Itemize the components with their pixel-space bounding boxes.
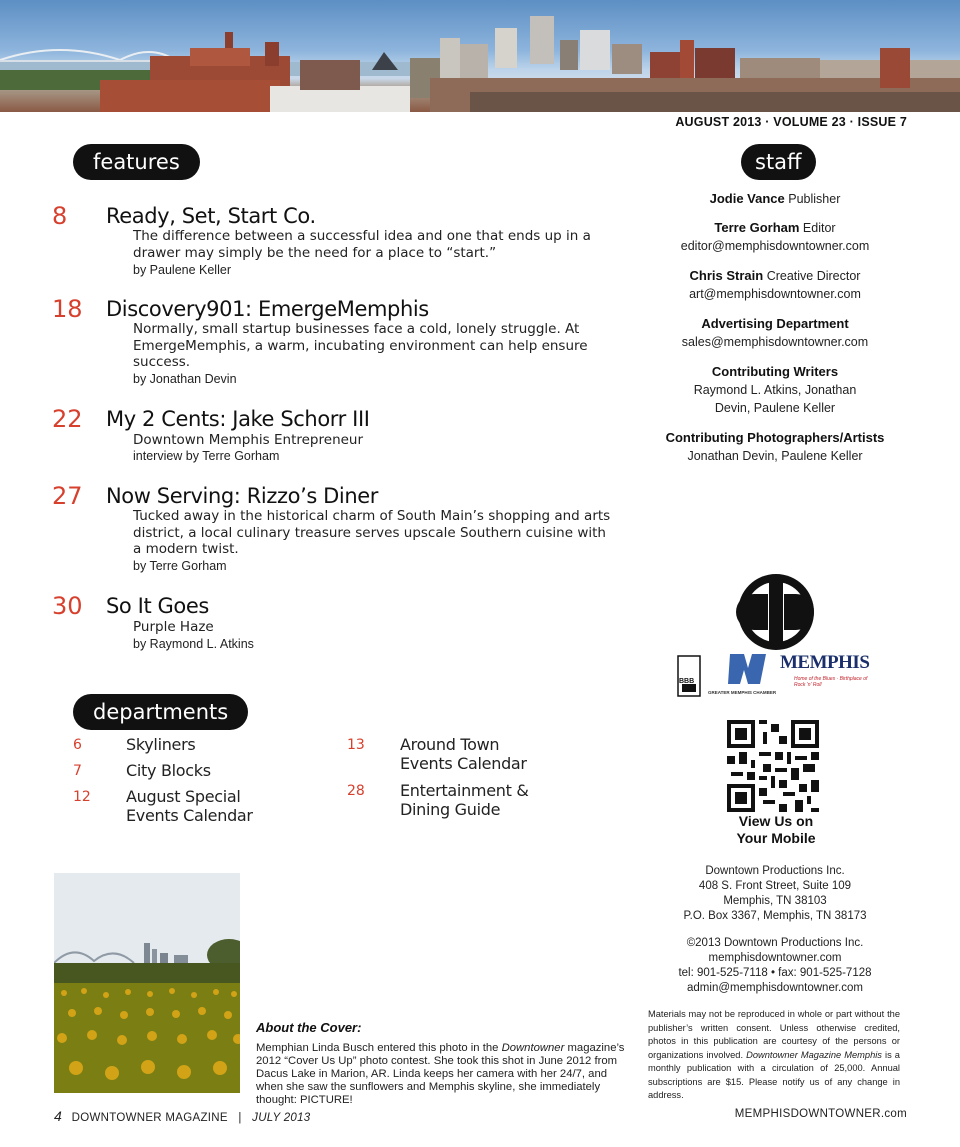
company-name: Downtown Productions Inc. xyxy=(705,865,845,877)
staff-entry xyxy=(640,219,910,255)
website-link[interactable]: memphisdowntowner.com xyxy=(708,952,842,964)
mobile-line-2: Your Mobile xyxy=(736,830,816,846)
about-cover-heading: About the Cover: xyxy=(256,1020,362,1035)
feature-title: Discovery901: EmergeMemphis xyxy=(106,297,429,321)
city-address: Memphis, TN 38103 xyxy=(723,895,827,907)
department-item[interactable] xyxy=(347,735,547,775)
chamber-logo: GREATER MEMPHIS CHAMBER xyxy=(708,690,777,695)
footer-separator: | xyxy=(238,1112,242,1124)
feature-description: The difference between a successful idea and one that ends up in a drawer may simply be the need for a place to “start.” xyxy=(133,228,591,261)
page-footer-left xyxy=(54,1108,311,1124)
departments-heading: departments xyxy=(73,694,248,730)
feature-description: Downtown Memphis Entrepreneur xyxy=(133,432,364,448)
legal-text-end: is a monthly publication with a circulation of 25,000. Annual subscriptions are $15. Please notify us of any change in address. xyxy=(648,1049,900,1100)
about-cover-text xyxy=(256,1042,626,1107)
about-cover-text-end: magazine’s 2012 “Cover Us Up” photo contest. She took this shot in June 2012 from Dacus Lake in Marion, AR. Linda keeps her camera with her 24/7, and when she saw the sunflowers and Memphis skyline, she immediately thought: PICTURE! xyxy=(256,1042,625,1106)
feature-description: Normally, small startup businesses face a cold, lonely struggle. At EmergeMemphis, a warm, incubating environment can help ensure success. xyxy=(133,321,588,370)
feature-description: Purple Haze xyxy=(133,619,214,635)
memphis-logo: MEMPHIS xyxy=(780,652,870,673)
staff-role: Editor xyxy=(802,221,836,235)
feature-item[interactable] xyxy=(0,295,640,390)
mobile-line-1: View Us on xyxy=(738,813,814,829)
department-page-number: 13 xyxy=(347,737,365,753)
legal-text: Materials may not be reproduced in whole or part without the publisher’s written consent. Unless otherwise credited, photos in this publication are courtesy of the persons or organizations involved. xyxy=(648,1009,900,1060)
feature-byline: by Jonathan Devin xyxy=(133,372,237,386)
cover-photo-sunflowers xyxy=(54,873,240,1093)
staff-entry xyxy=(640,267,910,303)
staff-name: Chris Strain xyxy=(689,268,764,283)
staff-email-link[interactable]: editor@memphisdowntowner.com xyxy=(680,239,870,253)
feature-item[interactable] xyxy=(0,202,640,282)
publisher-address xyxy=(640,864,910,924)
feature-byline: by Raymond L. Atkins xyxy=(133,637,254,651)
department-page-number: 12 xyxy=(73,789,91,805)
footer-magazine-name: DOWNTOWNER MAGAZINE xyxy=(71,1112,228,1124)
staff-heading: staff xyxy=(741,144,816,180)
feature-byline: interview by Terre Gorham xyxy=(133,449,280,463)
feature-page-number: 18 xyxy=(52,295,83,323)
staff-entry xyxy=(640,315,910,351)
view-on-mobile-label xyxy=(700,813,852,847)
department-label: Entertainment & Dining Guide xyxy=(400,781,529,819)
feature-item[interactable] xyxy=(0,405,640,465)
department-item[interactable] xyxy=(73,787,273,827)
feature-title: Now Serving: Rizzo’s Diner xyxy=(106,484,379,508)
department-label: August Special Events Calendar xyxy=(126,787,253,825)
staff-contributors: Raymond L. Atkins, Jonathan Devin, Paulene Keller xyxy=(693,383,857,415)
about-cover-magazine-name: Downtowner xyxy=(501,1042,565,1054)
footer-issue-date: JULY 2013 xyxy=(252,1112,311,1124)
department-page-number: 7 xyxy=(73,763,82,779)
staff-name: Jodie Vance xyxy=(709,191,785,206)
page-number: 4 xyxy=(54,1108,63,1124)
feature-page-number: 22 xyxy=(52,405,83,433)
staff-entry xyxy=(640,429,910,465)
about-cover-text-start: Memphian Linda Busch entered this photo in the xyxy=(256,1042,502,1054)
staff-name: Advertising Department xyxy=(701,316,849,331)
department-label: Skyliners xyxy=(126,735,196,754)
staff-role: Creative Director xyxy=(766,269,861,283)
department-page-number: 6 xyxy=(73,737,82,753)
feature-title: Ready, Set, Start Co. xyxy=(106,204,316,228)
po-box: P.O. Box 3367, Memphis, TN 38173 xyxy=(683,910,867,922)
issue-line: AUGUST 2013 · VOLUME 23 · ISSUE 7 xyxy=(675,115,907,129)
qr-code-icon[interactable] xyxy=(727,720,819,812)
feature-title: My 2 Cents: Jake Schorr III xyxy=(106,407,370,431)
department-label: Around Town Events Calendar xyxy=(400,735,527,773)
feature-title: So It Goes xyxy=(106,594,209,618)
memphis-logo-tagline: Home of the Blues · Birthplace of Rock 'n' Roll xyxy=(794,676,868,688)
staff-name: Contributing Writers xyxy=(711,364,839,379)
staff-entry xyxy=(640,363,910,417)
footer-website-link[interactable]: MEMPHISDOWNTOWNER.com xyxy=(734,1108,907,1120)
feature-page-number: 8 xyxy=(52,202,68,230)
department-item[interactable] xyxy=(347,781,547,821)
department-item[interactable] xyxy=(73,735,273,757)
copyright: ©2013 Downtown Productions Inc. xyxy=(686,937,864,949)
staff-role: Publisher xyxy=(788,192,841,206)
feature-byline: by Paulene Keller xyxy=(133,263,231,277)
staff-entry xyxy=(640,190,910,208)
partner-logos xyxy=(672,572,902,702)
staff-name: Terre Gorham xyxy=(714,220,800,235)
feature-description: Tucked away in the historical charm of South Main’s shopping and arts district, a local culinary treasure serves upscale Southern cuisine with a modern twist. xyxy=(133,508,611,557)
feature-page-number: 30 xyxy=(52,592,83,620)
skyline-banner-image xyxy=(0,0,960,112)
street-address: 408 S. Front Street, Suite 109 xyxy=(698,880,852,892)
bbb-logo: BBB xyxy=(679,678,695,685)
legal-magazine-name: Downtowner Magazine Memphis xyxy=(746,1049,882,1060)
department-item[interactable] xyxy=(73,761,273,783)
admin-email-link[interactable]: admin@memphisdowntowner.com xyxy=(687,982,863,994)
feature-byline: by Terre Gorham xyxy=(133,559,227,573)
legal-notice xyxy=(648,1008,900,1103)
staff-contributors: Jonathan Devin, Paulene Keller xyxy=(687,449,863,463)
feature-item[interactable] xyxy=(0,482,640,577)
features-heading: features xyxy=(73,144,200,180)
department-page-number: 28 xyxy=(347,783,365,799)
publisher-contact xyxy=(640,936,910,996)
feature-page-number: 27 xyxy=(52,482,83,510)
staff-email-link[interactable]: sales@memphisdowntowner.com xyxy=(681,335,869,349)
feature-item[interactable] xyxy=(0,592,640,652)
staff-name: Contributing Photographers/Artists xyxy=(665,430,885,445)
phone-fax: tel: 901-525-7118 • fax: 901-525-7128 xyxy=(678,967,872,979)
staff-email-link[interactable]: art@memphisdowntowner.com xyxy=(689,287,861,301)
department-label: City Blocks xyxy=(126,761,211,780)
